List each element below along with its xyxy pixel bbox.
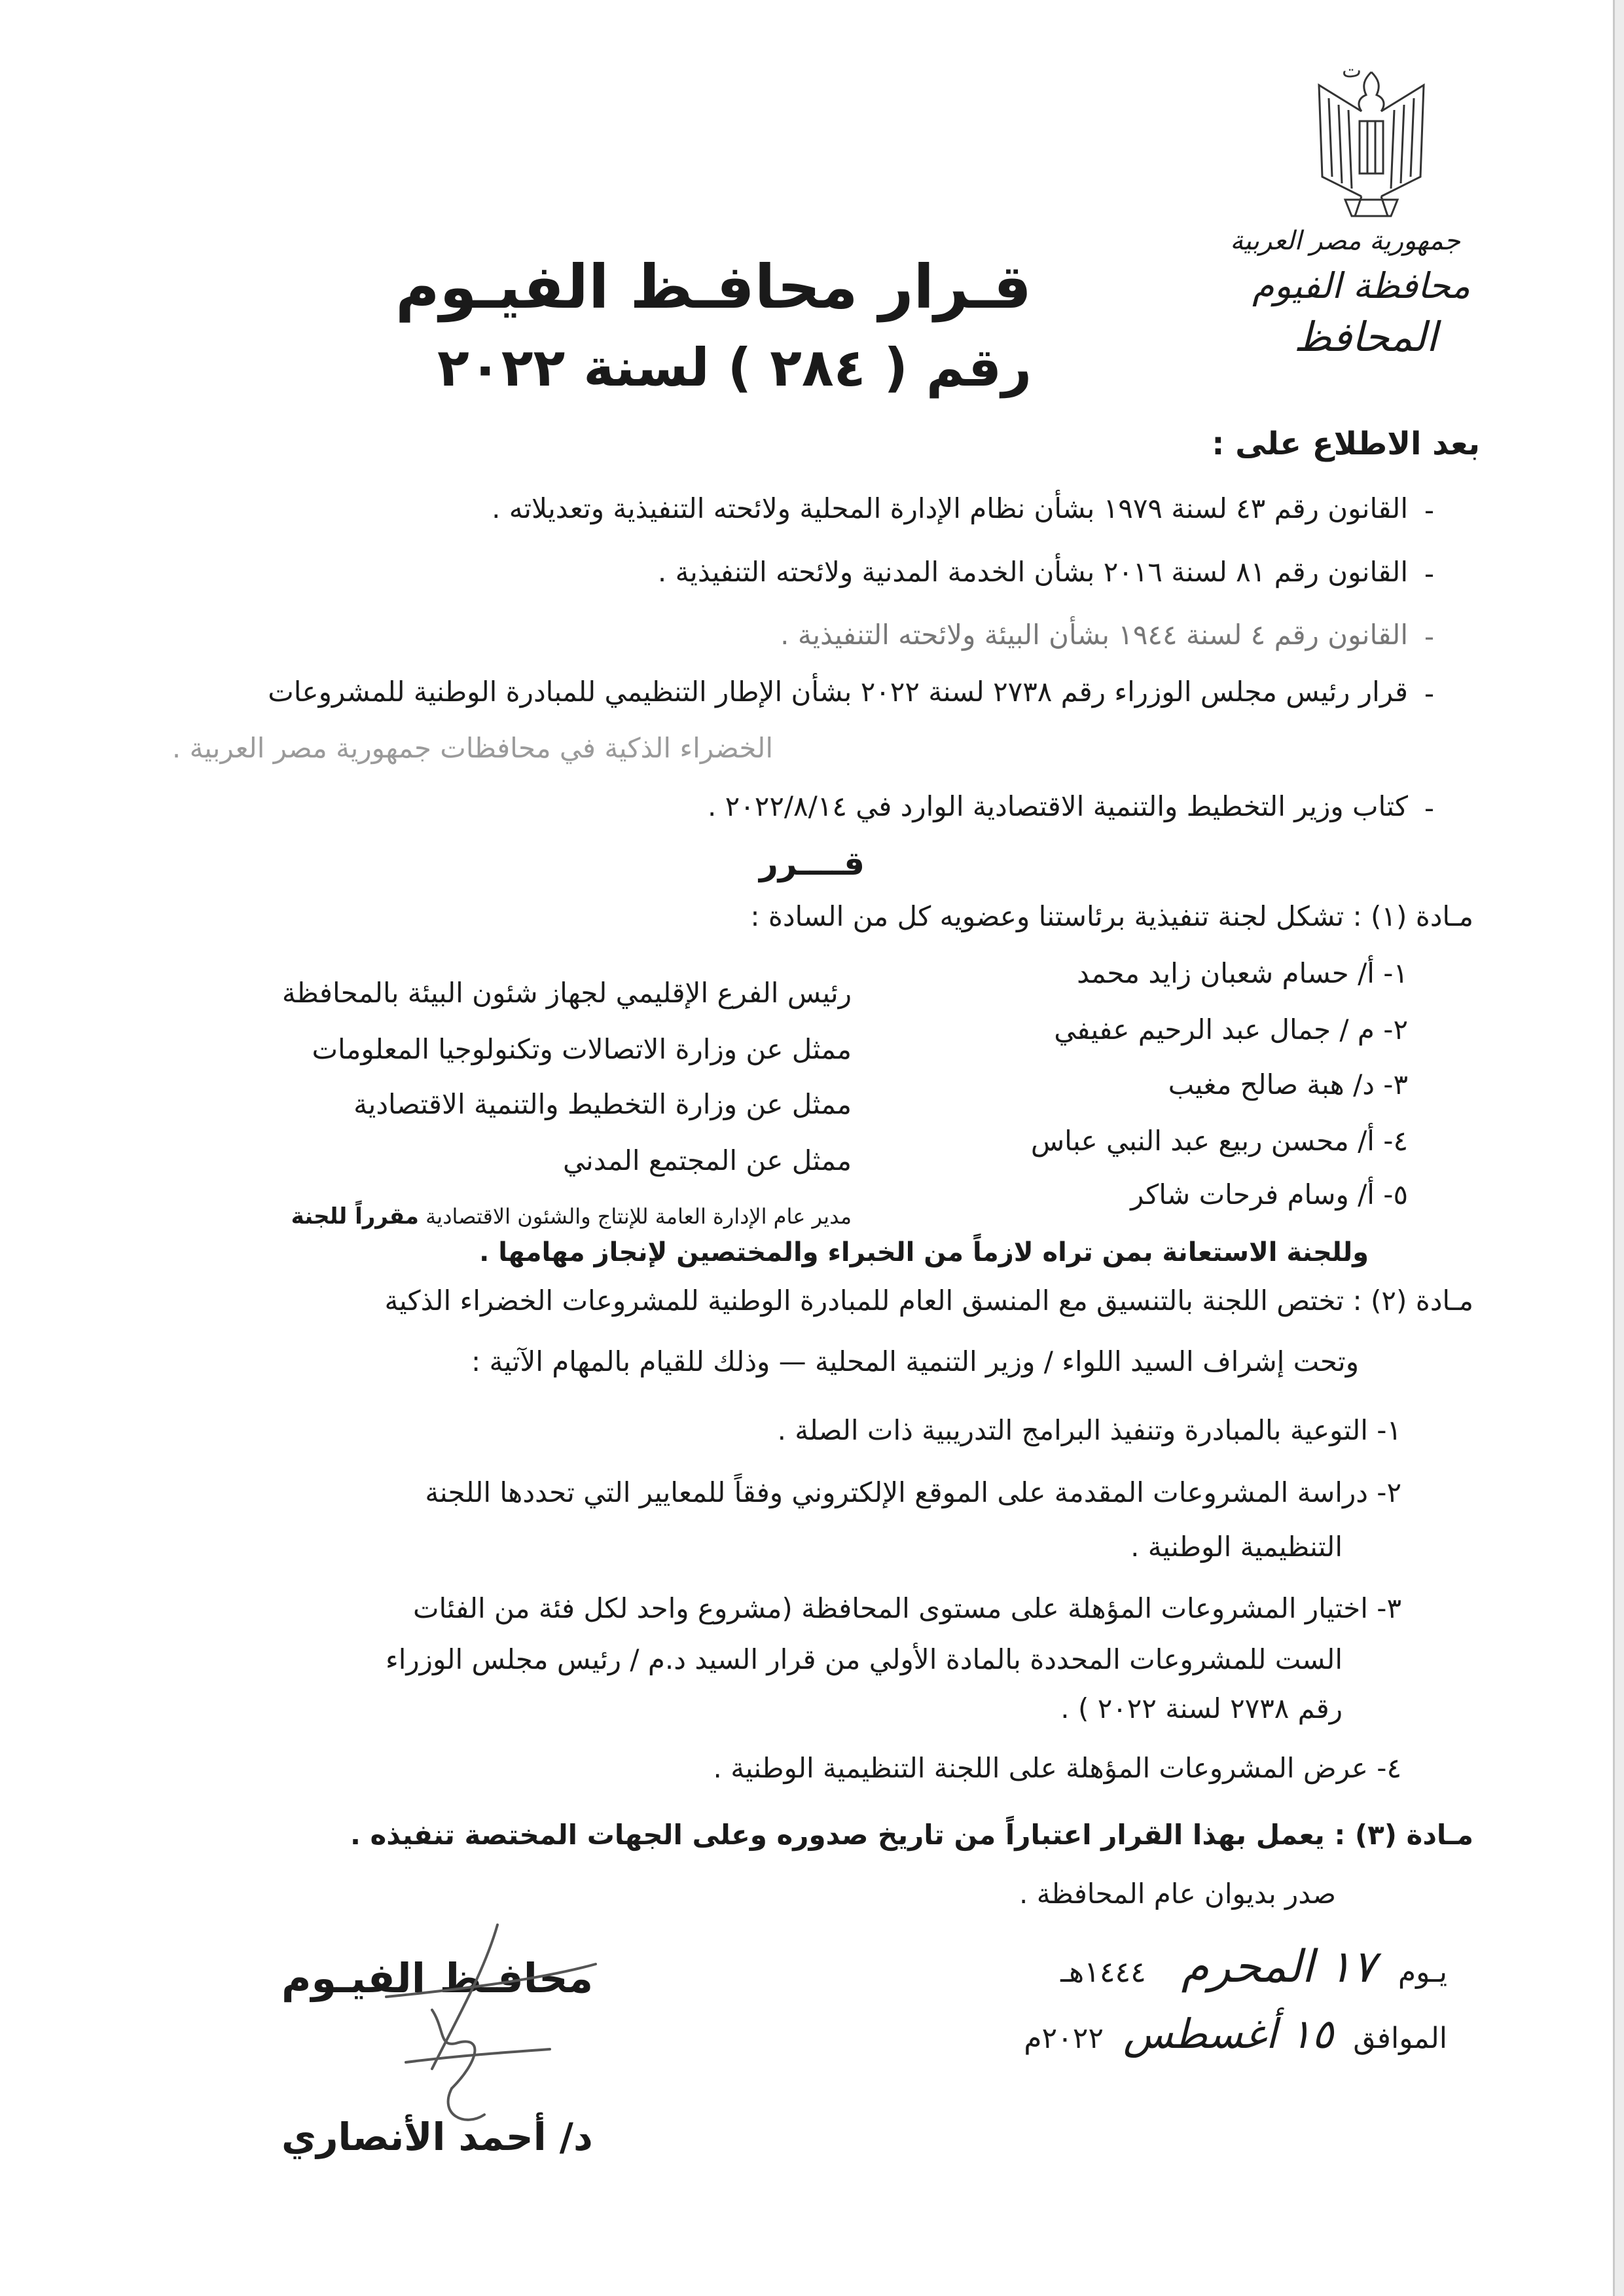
- article-3-text: مـادة (٣) : يعمل بهذا القرار اعتباراً من تاريخ صدوره وعلى الجهات المختصة تنفيذه .: [350, 1819, 1473, 1851]
- member-3-role: ممثل عن وزارة التخطيط والتنمية الاقتصادية: [353, 1088, 852, 1120]
- reference-4-cont: الخضراء الذكية في محافظات جمهورية مصر العربية .: [171, 732, 773, 764]
- bullet-dash: -: [1424, 621, 1434, 653]
- header-governorate: محافظة الفيوم: [1252, 265, 1470, 306]
- reference-1: القانون رقم ٤٣ لسنة ١٩٧٩ بشأن نظام الإدارة المحلية ولائحته التنفيذية وتعديلاته .: [492, 492, 1408, 524]
- decided-heading: قــــرر: [759, 845, 865, 883]
- signature-title: محافـظ الفيـوم: [281, 1954, 594, 2002]
- member-1-name: ١- أ/ حسام شعبان زايد محمد: [1077, 957, 1408, 989]
- member-2-role: ممثل عن وزارة الاتصالات وتكنولوجيا المعلومات: [312, 1033, 852, 1065]
- member-5-role: [291, 1203, 852, 1230]
- emblem-mark: ت: [1342, 58, 1362, 82]
- member-5-name: ٥- أ/ وسام فرحات شاكر: [1130, 1178, 1408, 1211]
- date-hijri-hand: ١٧ المحرم: [1181, 1941, 1376, 1993]
- intro-heading: بعد الاطلاع على :: [1212, 426, 1480, 462]
- bullet-dash: -: [1424, 558, 1434, 590]
- member-5-role-a: مدير عام الإدارة العامة للإنتاج والشئون الاقتصادية: [425, 1204, 852, 1229]
- header-country: جمهورية مصر العربية: [1230, 226, 1460, 256]
- date-gregorian: [1024, 2010, 1447, 2058]
- task-2-cont: التنظيمية الوطنية .: [1130, 1531, 1343, 1563]
- task-4: ٤- عرض المشروعات المؤهلة على اللجنة التنظيمية الوطنية .: [713, 1752, 1401, 1784]
- bullet-dash: -: [1424, 678, 1434, 710]
- member-3-name: ٣- د/ هبة صالح مغيب: [1168, 1068, 1408, 1101]
- member-2-name: ٢- م / جمال عبد الرحيم عفيفي: [1054, 1013, 1408, 1046]
- task-3-cont-1: الست للمشروعات المحددة بالمادة الأولي من قرار السيد د.م / رئيس مجلس الوزراء: [385, 1643, 1343, 1675]
- issued-text: صدر بديوان عام المحافظة .: [1019, 1878, 1336, 1910]
- eagle-emblem-icon: [1306, 59, 1437, 223]
- task-3: ٣- اختيار المشروعات المؤهلة على مستوى المحافظة (مشروع واحد لكل فئة من الفئات: [412, 1592, 1401, 1624]
- task-3-cont-2: رقم ٢٧٣٨ لسنة ٢٠٢٢ ) .: [1060, 1692, 1343, 1724]
- decree-title: قـرار محافـظ الفيـوم: [395, 252, 1032, 322]
- reference-3: القانون رقم ٤ لسنة ١٩٤٤ بشأن البيئة ولائحته التنفيذية .: [780, 619, 1408, 651]
- date-greg-prefix: الموافق: [1353, 2022, 1447, 2055]
- article-2-line-1: مـادة (٢) : تختص اللجنة بالتنسيق مع المنسق العام للمبادرة الوطنية للمشروعات الخضراء الذكية: [384, 1285, 1473, 1317]
- date-greg-hand: ١٥ أغسطس: [1123, 2010, 1334, 2058]
- date-greg-year: ٢٠٢٢م: [1024, 2022, 1104, 2055]
- decree-number: رقم ( ٢٨٤ ) لسنة ٢٠٢٢: [437, 337, 1032, 398]
- date-hijri: [1060, 1941, 1447, 1993]
- bullet-dash: -: [1424, 494, 1434, 526]
- task-2: ٢- دراسة المشروعات المقدمة على الموقع الإلكتروني وفقاً للمعايير التي تحددها اللجنة: [425, 1476, 1401, 1508]
- reference-4: قرار رئيس مجلس الوزراء رقم ٢٧٣٨ لسنة ٢٠٢٢ بشأن الإطار التنظيمي للمبادرة الوطنية للمشروعات: [268, 676, 1408, 708]
- member-4-role: ممثل عن المجتمع المدني: [563, 1144, 852, 1176]
- page-edge-shadow: [1613, 0, 1624, 2296]
- reference-5: كتاب وزير التخطيط والتنمية الاقتصادية الوارد في ٢٠٢٢/٨/١٤ .: [707, 790, 1408, 822]
- article-1-note: وللجنة الاستعانة بمن تراه لازماً من الخبراء والمختصين لإنجاز مهامها .: [479, 1237, 1369, 1267]
- member-4-name: ٤- أ/ محسن ربيع عبد النبي عباس: [1030, 1125, 1408, 1157]
- member-5-role-b: مقرراً للجنة: [291, 1203, 419, 1230]
- header-office: المحافظ: [1293, 313, 1437, 361]
- task-1: ١- التوعية بالمبادرة وتنفيذ البرامج التدريبية ذات الصلة .: [777, 1414, 1401, 1446]
- date-hijri-prefix: يـوم: [1398, 1956, 1447, 1989]
- member-1-role: رئيس الفرع الإقليمي لجهاز شئون البيئة بالمحافظة: [281, 977, 852, 1009]
- date-hijri-year: ١٤٤٤هـ: [1060, 1956, 1146, 1989]
- article-1-text: مـادة (١) : تشكل لجنة تنفيذية برئاستنا وعضويه كل من السادة :: [750, 900, 1473, 932]
- signature-name: د/ أحمد الأنصاري: [281, 2115, 593, 2159]
- reference-2: القانون رقم ٨١ لسنة ٢٠١٦ بشأن الخدمة المدنية ولائحته التنفيذية .: [657, 556, 1408, 588]
- article-2-line-2: وتحت إشراف السيد اللواء / وزير التنمية المحلية — وذلك للقيام بالمهام الآتية :: [471, 1345, 1359, 1377]
- bullet-dash: -: [1424, 792, 1434, 824]
